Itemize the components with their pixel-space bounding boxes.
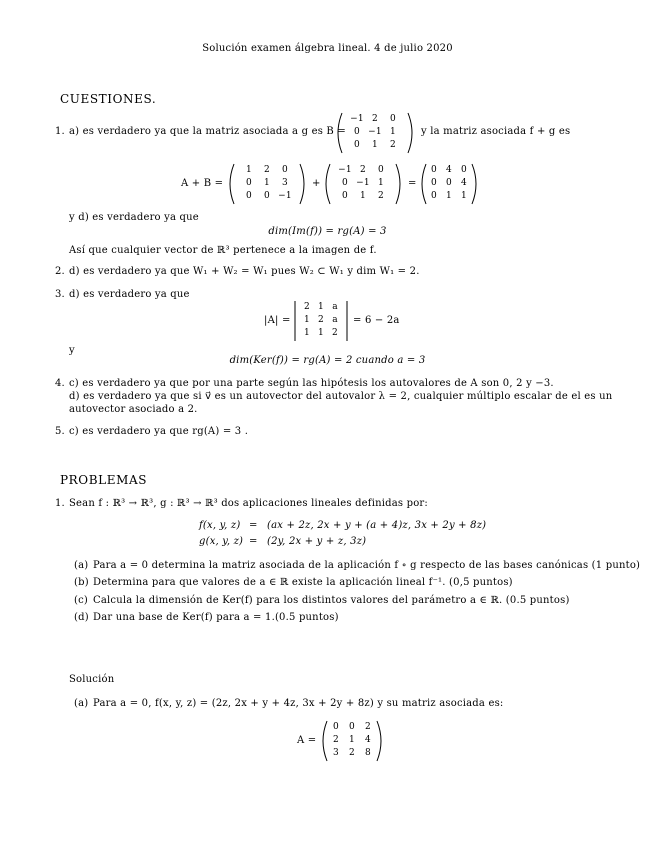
matrix-entry: 0 [246,177,252,188]
question-number: 1. [55,126,65,137]
matrix-entry: 2 [360,164,366,175]
p1-intro: Sean f : ℝ³ → ℝ³, g : ℝ³ → ℝ³ dos aplicaciones lineales definidas por: [69,498,428,509]
g-definition-rhs: (2y, 2x + y + z, 3z) [267,536,367,547]
matrix-entry: 0 [431,190,437,201]
matrix-entry: 0 [354,139,360,150]
matrix-entry: 2 [390,139,396,150]
f-definition-rhs: (ax + 2z, 2x + y + (a + 4)z, 3x + 2y + 8z) [267,520,487,531]
q1-line-part2: y la matriz asociada f + g es [421,126,571,137]
solution-part-text: Para a = 0, f(x, y, z) = (2z, 2x + y + 4z, 3x + 2y + 8z) y su matriz asociada es: [93,698,504,709]
plus-sign: + [312,178,321,189]
part-label: (c) [74,595,89,606]
matrix-entry: −1 [350,113,364,124]
matrix-entry: 1 [304,314,310,325]
matrix-entry: 1 [378,177,384,188]
left-paren [338,113,342,153]
right-paren [396,164,400,204]
matrix-entry: 1 [461,190,467,201]
matrix-entry: 2 [349,747,355,758]
matrix-entry: 1 [390,126,396,137]
question-number: 4. [55,378,65,389]
matrix-entry: 3 [333,747,339,758]
matrix-entry: 0 [282,164,288,175]
question-number: 3. [55,289,65,300]
part-label: (a) [74,560,89,571]
matrix-entry: 2 [318,314,324,325]
q3-dim-formula: dim(Ker(f)) = rg(A) = 2 cuando a = 3 [229,355,426,366]
question-number: 5. [55,426,65,437]
left-paren [230,164,234,204]
matrix-entry: 2 [333,734,339,745]
matrix-entry: 1 [349,734,355,745]
part-text: Calcula la dimensión de Ker(f) para los distintos valores del parámetro a ∈ ℝ. (0.5 puntos) [93,595,570,606]
part-label: (d) [74,612,89,623]
matrix-entry: 0 [349,721,355,732]
solution-part-label: (a) [74,698,89,709]
matrix-entry: −1 [356,177,370,188]
matrix-entry: 2 [304,301,310,312]
problem-number: 1. [55,498,65,509]
matrix-entry: 1 [304,327,310,338]
matrix-entry: 2 [372,113,378,124]
matrix-entry: 0 [246,190,252,201]
matrix-entry: 0 [431,177,437,188]
matrix-entry: −1 [368,126,382,137]
matrix-entry: a [332,301,338,312]
matrix-entry: 0 [378,164,384,175]
matrix-entry: 1 [372,139,378,150]
right-paren [377,721,381,761]
q3-text: d) es verdadero ya que [69,289,190,300]
matrix-entry: 1 [318,327,324,338]
matrix-entry: 1 [264,177,270,188]
matrix-A [227,163,307,205]
f-definition-lhs: f(x, y, z) [199,520,241,531]
part-text: Determina para que valores de a ∈ ℝ existe la aplicación lineal f⁻¹. (0,5 puntos) [93,577,513,588]
right-paren [472,164,476,204]
matrix-entry: 4 [365,734,371,745]
right-paren [408,113,412,153]
left-paren [422,164,426,204]
matrix-entry: 3 [282,177,288,188]
matrix-entry: 4 [461,177,467,188]
part-label: (b) [74,577,89,588]
q4-line3: autovector asociado a 2. [69,404,198,415]
q1-conclusion: Así que cualquier vector de ℝ³ pertenece a la imagen de f. [69,245,377,256]
right-paren [300,164,304,204]
q1-line-part1: a) es verdadero ya que la matriz asociada a g es B = [69,126,346,137]
matrix-B-repeat [323,163,403,205]
determinant-matrix [293,300,349,342]
g-definition-eq: = [249,536,258,547]
matrix-B [335,112,415,154]
matrix-entry: 2 [332,327,338,338]
matrix-A0 [320,720,384,762]
q1-d-formula: dim(Im(f)) = rg(A) = 3 [268,226,387,237]
left-paren [326,164,330,204]
part-text: Dar una base de Ker(f) para a = 1.(0.5 puntos) [93,612,339,623]
matrix-entry: 2 [365,721,371,732]
matrix-entry: 0 [264,190,270,201]
part-text: Para a = 0 determina la matriz asociada de la aplicación f ∘ g respecto de las bases canónicas (1 punto) [93,560,641,571]
matrix-entry: 8 [365,747,371,758]
matrix-entry: 0 [333,721,339,732]
sum-lhs: A + B = [181,178,224,189]
matrix-entry: 0 [446,177,452,188]
matrix-entry: 1 [318,301,324,312]
q1-d-intro: y d) es verdadero ya que [69,212,199,223]
f-definition-eq: = [249,520,258,531]
solution-heading: Solución [69,674,115,685]
determinant-result: = 6 − 2a [353,315,400,326]
matrix-A-plus-B [419,163,479,205]
g-definition-lhs: g(x, y, z) [199,536,244,547]
q2-text: d) es verdadero ya que W₁ + W₂ = W₁ pues W₂ ⊂ W₁ y dim W₁ = 2. [69,266,420,277]
matrix-entry: 0 [342,177,348,188]
matrix-entry: 0 [354,126,360,137]
matrix-entry: 2 [378,190,384,201]
q5-text: c) es verdadero ya que rg(A) = 3 . [69,426,249,437]
q4-line1: c) es verdadero ya que por una parte según las hipótesis los autovalores de A son 0, 2 y −3. [69,378,554,389]
matrix-entry: a [332,314,338,325]
determinant-lhs: |A| = [264,315,291,326]
q4-line2: d) es verdadero ya que si v⃗ es un autovector del autovalor λ = 2, cualquier múltiplo escalar de el es un [69,391,613,402]
matrix-entry: 1 [446,190,452,201]
matrix-entry: 1 [246,164,252,175]
matrix-entry: 0 [461,164,467,175]
matrix-entry: 2 [264,164,270,175]
matrix-entry: 0 [342,190,348,201]
section-heading-problemas: PROBLEMAS [60,473,148,487]
q3-y: y [69,345,75,356]
matrix-entry: 0 [390,113,396,124]
page-title: Solución examen álgebra lineal. 4 de julio 2020 [202,43,453,54]
matrix-entry: 4 [446,164,452,175]
section-heading-cuestiones: CUESTIONES. [60,92,157,106]
question-number: 2. [55,266,65,277]
matrix-entry: −1 [278,190,292,201]
left-paren [323,721,327,761]
matrix-entry: −1 [338,164,352,175]
equals-sign: = [408,178,417,189]
matrix-A0-lhs: A = [297,735,317,746]
matrix-entry: 1 [360,190,366,201]
matrix-entry: 0 [431,164,437,175]
